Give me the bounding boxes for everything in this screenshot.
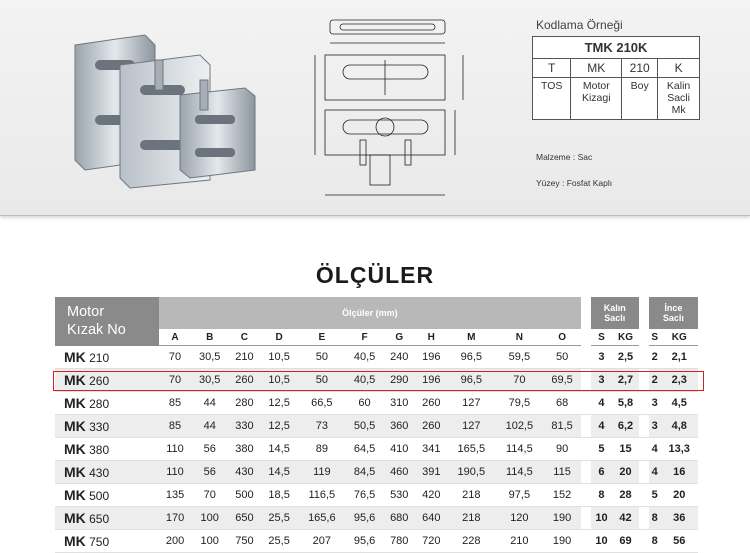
table-row [55, 392, 698, 415]
dimension-cell: 460 [383, 461, 415, 484]
dimension-cell: 218 [447, 507, 495, 530]
dimension-cell: 89 [298, 438, 346, 461]
thick-sheet-header: Kalın Saclı [591, 297, 639, 329]
dimension-cell: 70 [159, 346, 191, 369]
coding-example [532, 18, 700, 120]
thick-weight-cell: 2,5 [612, 346, 639, 369]
code-symbol: MK [571, 59, 622, 78]
thin-weight-cell: 5 [649, 484, 661, 507]
dimension-cell: 330 [228, 415, 260, 438]
code-symbol: T [533, 59, 571, 78]
thin-weight-cell: 4,8 [660, 415, 698, 438]
dimension-cell: 50 [298, 369, 346, 392]
thin-weight-cell: 4 [649, 438, 661, 461]
column-header: A [159, 329, 191, 346]
table-row [55, 415, 698, 438]
dimension-cell: 420 [415, 484, 447, 507]
table-row [55, 438, 698, 461]
thin-weight-cell: 8 [649, 530, 661, 553]
dimension-cell: 40,5 [346, 369, 383, 392]
dimension-cell: 341 [415, 438, 447, 461]
dimension-cell: 119 [298, 461, 346, 484]
dimensions-table [55, 297, 698, 553]
thick-weight-cell: 10 [591, 530, 612, 553]
dimension-cell: 310 [383, 392, 415, 415]
dimension-cell: 110 [159, 438, 191, 461]
dimension-cell: 79,5 [495, 392, 543, 415]
dimension-cell: 720 [415, 530, 447, 553]
model-cell: MK 330 [55, 415, 159, 438]
dimension-cell: 165,6 [298, 507, 346, 530]
thick-weight-cell: 10 [591, 507, 612, 530]
dimension-cell: 116,5 [298, 484, 346, 507]
dimension-cell: 10,5 [260, 369, 297, 392]
model-cell: MK 260 [55, 369, 159, 392]
thin-weight-cell: 2,1 [660, 346, 698, 369]
thick-weight-cell: 4 [591, 392, 612, 415]
dimension-cell: 500 [228, 484, 260, 507]
dimension-cell: 14,5 [260, 438, 297, 461]
dimension-cell: 260 [228, 369, 260, 392]
dimension-cell: 170 [159, 507, 191, 530]
thick-weight-cell: 2,7 [612, 369, 639, 392]
thick-weight-cell: 6 [591, 461, 612, 484]
thick-weight-cell: 5 [591, 438, 612, 461]
dimension-cell: 210 [228, 346, 260, 369]
technical-drawing [305, 15, 485, 205]
dimension-cell: 290 [383, 369, 415, 392]
dimension-cell: 96,5 [447, 369, 495, 392]
dimension-cell: 12,5 [260, 392, 297, 415]
dimension-cell: 280 [228, 392, 260, 415]
dimension-cell: 59,5 [495, 346, 543, 369]
dimension-cell: 135 [159, 484, 191, 507]
dimension-cell: 260 [415, 415, 447, 438]
dimension-cell: 44 [191, 415, 228, 438]
dimension-cell: 114,5 [495, 461, 543, 484]
column-header: F [346, 329, 383, 346]
dimension-cell: 90 [543, 438, 580, 461]
dimension-cell: 152 [543, 484, 580, 507]
dimension-cell: 410 [383, 438, 415, 461]
dimension-cell: 207 [298, 530, 346, 553]
dimension-cell: 68 [543, 392, 580, 415]
thick-weight-cell: 8 [591, 484, 612, 507]
code-description: Boy [622, 78, 658, 120]
dimension-cell: 190 [543, 530, 580, 553]
dimension-cell: 66,5 [298, 392, 346, 415]
thin-weight-cell: 20 [660, 484, 698, 507]
thin-weight-cell: 16 [660, 461, 698, 484]
dimension-cell: 780 [383, 530, 415, 553]
thin-weight-cell: 2,3 [660, 369, 698, 392]
dimension-cell: 64,5 [346, 438, 383, 461]
code-description: Kalin Sacli Mk [658, 78, 700, 120]
thick-weight-cell: 20 [612, 461, 639, 484]
thin-weight-cell: 13,3 [660, 438, 698, 461]
column-header: M [447, 329, 495, 346]
thin-sheet-header: İnce Saclı [649, 297, 698, 329]
dimension-cell: 30,5 [191, 369, 228, 392]
dimension-cell: 228 [447, 530, 495, 553]
dimension-cell: 56 [191, 461, 228, 484]
dimension-cell: 25,5 [260, 507, 297, 530]
dimension-cell: 50,5 [346, 415, 383, 438]
dimension-cell: 210 [495, 530, 543, 553]
dimension-cell: 430 [228, 461, 260, 484]
thin-column-header: S [649, 329, 661, 346]
thick-weight-cell: 69 [612, 530, 639, 553]
dimension-cell: 85 [159, 392, 191, 415]
thin-weight-cell: 4,5 [660, 392, 698, 415]
model-cell: MK 380 [55, 438, 159, 461]
dimension-cell: 218 [447, 484, 495, 507]
dimension-cell: 190,5 [447, 461, 495, 484]
dimension-cell: 196 [415, 346, 447, 369]
dimension-cell: 114,5 [495, 438, 543, 461]
dimension-cell: 81,5 [543, 415, 580, 438]
table-row [55, 507, 698, 530]
column-header: N [495, 329, 543, 346]
dimension-cell: 102,5 [495, 415, 543, 438]
thick-weight-cell: 28 [612, 484, 639, 507]
dimension-cell: 84,5 [346, 461, 383, 484]
thin-weight-cell: 36 [660, 507, 698, 530]
table-row [55, 369, 698, 392]
dimension-cell: 165,5 [447, 438, 495, 461]
dimension-cell: 127 [447, 392, 495, 415]
thin-weight-cell: 4 [649, 461, 661, 484]
model-cell: MK 280 [55, 392, 159, 415]
surface-note: Yüzey : Fosfat Kaplı [536, 178, 613, 188]
thick-weight-cell: 42 [612, 507, 639, 530]
dimension-cell: 530 [383, 484, 415, 507]
thick-weight-cell: 15 [612, 438, 639, 461]
thick-weight-cell: 5,8 [612, 392, 639, 415]
thick-weight-cell: 6,2 [612, 415, 639, 438]
dimension-cell: 110 [159, 461, 191, 484]
table-row [55, 484, 698, 507]
model-cell: MK 500 [55, 484, 159, 507]
table-row [55, 461, 698, 484]
dimension-cell: 12,5 [260, 415, 297, 438]
column-header: O [543, 329, 580, 346]
dimension-cell: 56 [191, 438, 228, 461]
dimension-cell: 200 [159, 530, 191, 553]
dimensions-group-header: Ölçüler (mm) [159, 297, 581, 329]
thin-weight-cell: 8 [649, 507, 661, 530]
dimension-cell: 10,5 [260, 346, 297, 369]
dimension-cell: 95,6 [346, 530, 383, 553]
dimension-cell: 380 [228, 438, 260, 461]
dimension-cell: 14,5 [260, 461, 297, 484]
dimension-cell: 18,5 [260, 484, 297, 507]
motor-rail-product-photo [60, 20, 290, 190]
dimension-cell: 70 [159, 369, 191, 392]
dimension-cell: 127 [447, 415, 495, 438]
thick-column-header: S [591, 329, 612, 346]
thick-weight-cell: 3 [591, 369, 612, 392]
dimensions-heading: ÖLÇÜLER [315, 262, 435, 288]
thin-weight-cell: 2 [649, 346, 661, 369]
table-row [55, 346, 698, 369]
dimension-cell: 69,5 [543, 369, 580, 392]
dimension-cell: 100 [191, 530, 228, 553]
model-cell: MK 430 [55, 461, 159, 484]
dimension-cell: 260 [415, 392, 447, 415]
dimension-cell: 40,5 [346, 346, 383, 369]
column-header: C [228, 329, 260, 346]
dimension-cell: 120 [495, 507, 543, 530]
model-cell: MK 750 [55, 530, 159, 553]
material-note: Malzeme : Sac [536, 152, 593, 162]
code-description: TOS [533, 78, 571, 120]
dimension-cell: 60 [346, 392, 383, 415]
model-cell: MK 650 [55, 507, 159, 530]
thin-weight-cell: 2 [649, 369, 661, 392]
coding-example-title: Kodlama Örneği [536, 18, 623, 32]
thick-weight-cell: 3 [591, 346, 612, 369]
dimension-cell: 50 [298, 346, 346, 369]
example-code: TMK 210K [533, 37, 700, 59]
dimension-cell: 97,5 [495, 484, 543, 507]
thin-column-header: KG [660, 329, 698, 346]
code-symbol: K [658, 59, 700, 78]
dimension-cell: 30,5 [191, 346, 228, 369]
model-column-header: Motor Kızak No [55, 297, 159, 346]
dimension-cell: 240 [383, 346, 415, 369]
dimension-cell: 25,5 [260, 530, 297, 553]
dimension-cell: 650 [228, 507, 260, 530]
dimension-cell: 360 [383, 415, 415, 438]
dimension-cell: 190 [543, 507, 580, 530]
column-header: H [415, 329, 447, 346]
model-cell: MK 210 [55, 346, 159, 369]
thin-weight-cell: 3 [649, 415, 661, 438]
coding-example-table [532, 36, 700, 120]
dimension-cell: 680 [383, 507, 415, 530]
dimension-cell: 73 [298, 415, 346, 438]
thick-column-header: KG [612, 329, 639, 346]
column-header: E [298, 329, 346, 346]
dimension-cell: 115 [543, 461, 580, 484]
thin-weight-cell: 56 [660, 530, 698, 553]
thin-weight-cell: 3 [649, 392, 661, 415]
column-header: G [383, 329, 415, 346]
dimension-cell: 391 [415, 461, 447, 484]
dimension-cell: 640 [415, 507, 447, 530]
column-header: D [260, 329, 297, 346]
code-symbol: 210 [622, 59, 658, 78]
dimension-cell: 85 [159, 415, 191, 438]
code-description: Motor Kizagi [571, 78, 622, 120]
dimension-cell: 96,5 [447, 346, 495, 369]
dimension-cell: 70 [191, 484, 228, 507]
dimension-cell: 750 [228, 530, 260, 553]
column-header: B [191, 329, 228, 346]
dimension-cell: 196 [415, 369, 447, 392]
product-info-panel [0, 0, 750, 216]
dimension-cell: 95,6 [346, 507, 383, 530]
thick-weight-cell: 4 [591, 415, 612, 438]
table-row [55, 530, 698, 553]
dimension-cell: 100 [191, 507, 228, 530]
dimension-cell: 76,5 [346, 484, 383, 507]
dimension-cell: 44 [191, 392, 228, 415]
dimension-cell: 50 [543, 346, 580, 369]
dimension-cell: 70 [495, 369, 543, 392]
